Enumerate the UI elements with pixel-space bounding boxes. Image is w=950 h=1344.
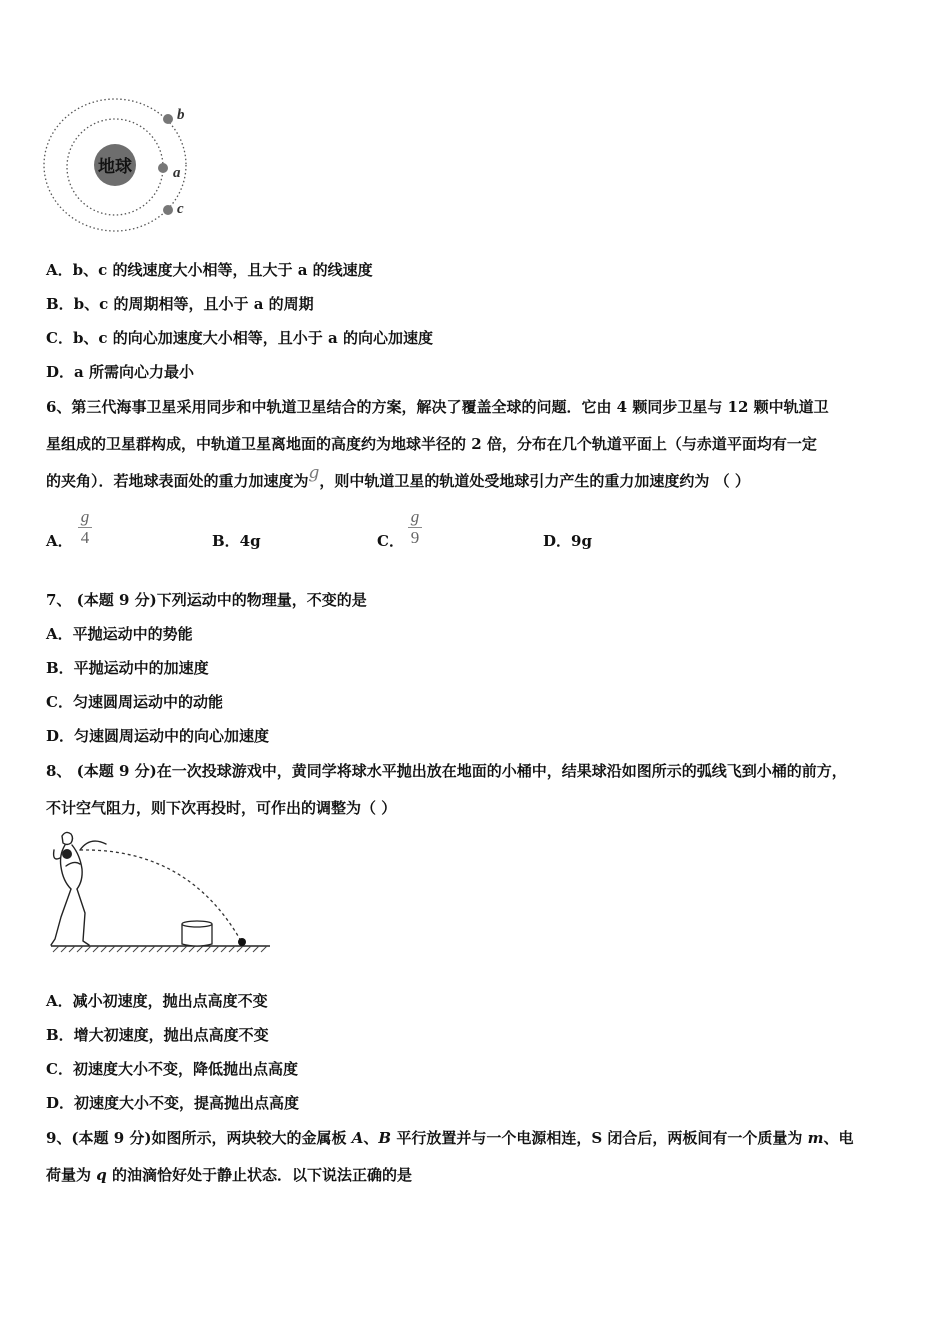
q9-stem-line2: 荷量为 q 的油滴恰好处于静止状态．以下说法正确的是 bbox=[46, 1166, 412, 1184]
q7-stem: 7、 (本题 9 分)下列运动中的物理量，不变的是 bbox=[46, 591, 367, 609]
q7-option-b: B．平抛运动中的加速度 bbox=[46, 659, 209, 677]
throw-diagram bbox=[48, 828, 273, 954]
q8-stem-line2: 不计空气阻力，则下次再投时，可作出的调整为（ ） bbox=[46, 799, 397, 817]
q8-option-d: D．初速度大小不变，提高抛出点高度 bbox=[46, 1094, 300, 1112]
q6-option-a-label: A． bbox=[46, 532, 73, 550]
satellite-a bbox=[158, 163, 168, 173]
q7-option-d: D．匀速圆周运动中的向心加速度 bbox=[46, 727, 270, 745]
plate-b: B bbox=[378, 1129, 392, 1147]
ball-landing bbox=[238, 938, 246, 946]
q6-option-a-fraction bbox=[78, 508, 92, 547]
q8-option-c: C．初速度大小不变，降低抛出点高度 bbox=[46, 1060, 298, 1078]
q5-option-d: D．a 所需向心力最小 bbox=[46, 363, 194, 381]
satellite-b bbox=[163, 114, 173, 124]
label-c: c bbox=[177, 201, 184, 217]
q6-option-c-fraction bbox=[408, 508, 422, 547]
numerator: g bbox=[410, 507, 420, 526]
denominator: 9 bbox=[410, 528, 420, 547]
q7-option-a: A．平抛运动中的势能 bbox=[46, 625, 193, 643]
trajectory-arc bbox=[80, 850, 241, 941]
earth-label: 地球 bbox=[98, 157, 132, 177]
g-symbol: g bbox=[308, 463, 320, 483]
q8-stem-line1: 8、 (本题 9 分)在一次投球游戏中，黄同学将球水平抛出放在地面的小桶中，结果球沿如图所示的弧线飞到小桶的前方， bbox=[46, 762, 847, 780]
q8-option-b: B．增大初速度，抛出点高度不变 bbox=[46, 1026, 269, 1044]
ground-hatching bbox=[53, 946, 267, 952]
q8-option-a: A．减小初速度，抛出点高度不变 bbox=[46, 992, 268, 1010]
ball-in-hand bbox=[62, 849, 72, 859]
q9-stem-line1: 9、(本题 9 分)如图所示，两块较大的金属板 A、B 平行放置并与一个电源相连，S 闭合后，两板间有一个质量为 m、电 bbox=[46, 1129, 854, 1147]
q6-stem-line1: 6、第三代海事卫星采用同步和中轨道卫星结合的方案，解决了覆盖全球的问题．它由 4 颗同步卫星与 12 颗中轨道卫 bbox=[46, 398, 829, 416]
label-b: b bbox=[177, 107, 185, 123]
orbit-diagram bbox=[40, 95, 200, 240]
plate-a: A bbox=[351, 1129, 364, 1147]
q6-stem-line2: 星组成的卫星群构成，中轨道卫星离地面的高度约为地球半径的 2 倍，分布在几个轨道平面上（与赤道平面均有一定 bbox=[46, 435, 817, 453]
satellite-c bbox=[163, 205, 173, 215]
q7-option-c: C．匀速圆周运动中的动能 bbox=[46, 693, 223, 711]
q6-option-d: D．9g bbox=[543, 532, 592, 550]
q5-option-a: A．b、c 的线速度大小相等，且大于 a 的线速度 bbox=[46, 261, 373, 279]
label-a: a bbox=[173, 165, 181, 181]
q6-option-c-label: C． bbox=[377, 532, 404, 550]
q6-stem-line3: 的夹角）．若地球表面处的重力加速度为g，则中轨道卫星的轨道处受地球引力产生的重力加速度约为 （ ） bbox=[46, 463, 750, 490]
q6-option-b: B．4g bbox=[212, 532, 261, 550]
q5-option-c: C．b、c 的向心加速度大小相等，且小于 a 的向心加速度 bbox=[46, 329, 433, 347]
thrower-figure bbox=[51, 832, 106, 945]
bucket bbox=[182, 921, 212, 946]
numerator: g bbox=[80, 507, 90, 526]
q5-option-b: B．b、c 的周期相等，且小于 a 的周期 bbox=[46, 295, 314, 313]
mass-symbol: m bbox=[807, 1129, 824, 1147]
denominator: 4 bbox=[80, 528, 90, 547]
charge-symbol: q bbox=[96, 1166, 107, 1184]
